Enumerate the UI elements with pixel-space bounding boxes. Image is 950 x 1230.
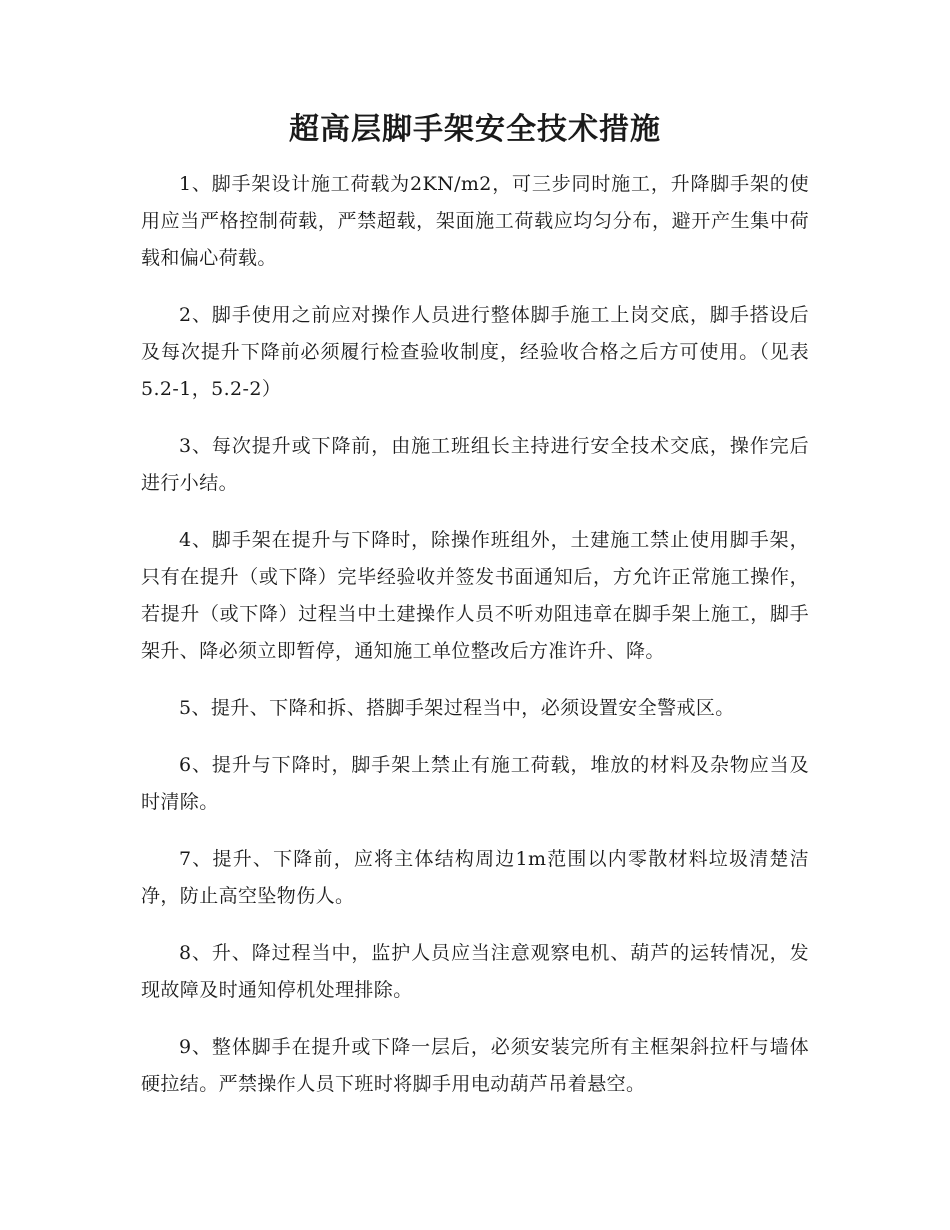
paragraph-4: 4、脚手架在提升与下降时，除操作班组外，土建施工禁止使用脚手架，只有在提升（或下降）完毕经验收并签发书面通知后，方允许正常施工操作，若提升（或下降）过程当中土建操作人员不听劝阻违章在脚手架上施工，脚手架升、降必须立即暂停，通知施工单位整改后方准许升、降。: [141, 529, 809, 662]
paragraph-5: 5、提升、下降和拆、搭脚手架过程当中，必须设置安全警戒区。: [179, 697, 735, 719]
paragraph-2: 2、脚手使用之前应对操作人员进行整体脚手施工上岗交底，脚手搭设后及每次提升下降前必须履行检查验收制度，经验收合格之后方可使用。（见表5.2-1，5.2-2）: [141, 304, 809, 400]
paragraph-1: 1、脚手架设计施工荷载为2KN/m2，可三步同时施工，升降脚手架的使用应当严格控制荷载，严禁超载，架面施工荷载应均匀分布，避开产生集中荷载和偏心荷载。: [141, 173, 809, 269]
paragraph-7: 7、提升、下降前，应将主体结构周边1m范围以内零散材料垃圾清楚洁净，防止高空坠物伤人。: [141, 848, 809, 907]
paragraph-6: 6、提升与下降时，脚手架上禁止有施工荷载，堆放的材料及杂物应当及时清除。: [141, 754, 809, 813]
paragraph-3: 3、每次提升或下降前，由施工班组长主持进行安全技术交底，操作完后进行小结。: [141, 435, 809, 494]
paragraph-9: 9、整体脚手在提升或下降一层后，必须安装完所有主框架斜拉杆与墙体硬拉结。严禁操作人员下班时将脚手用电动葫芦吊着悬空。: [141, 1036, 809, 1095]
paragraph-8: 8、升、降过程当中，监护人员应当注意观察电机、葫芦的运转情况，发现故障及时通知停机处理排除。: [141, 942, 809, 1001]
document-body: [141, 166, 809, 1123]
document-title: 超高层脚手架安全技术措施: [289, 112, 661, 147]
